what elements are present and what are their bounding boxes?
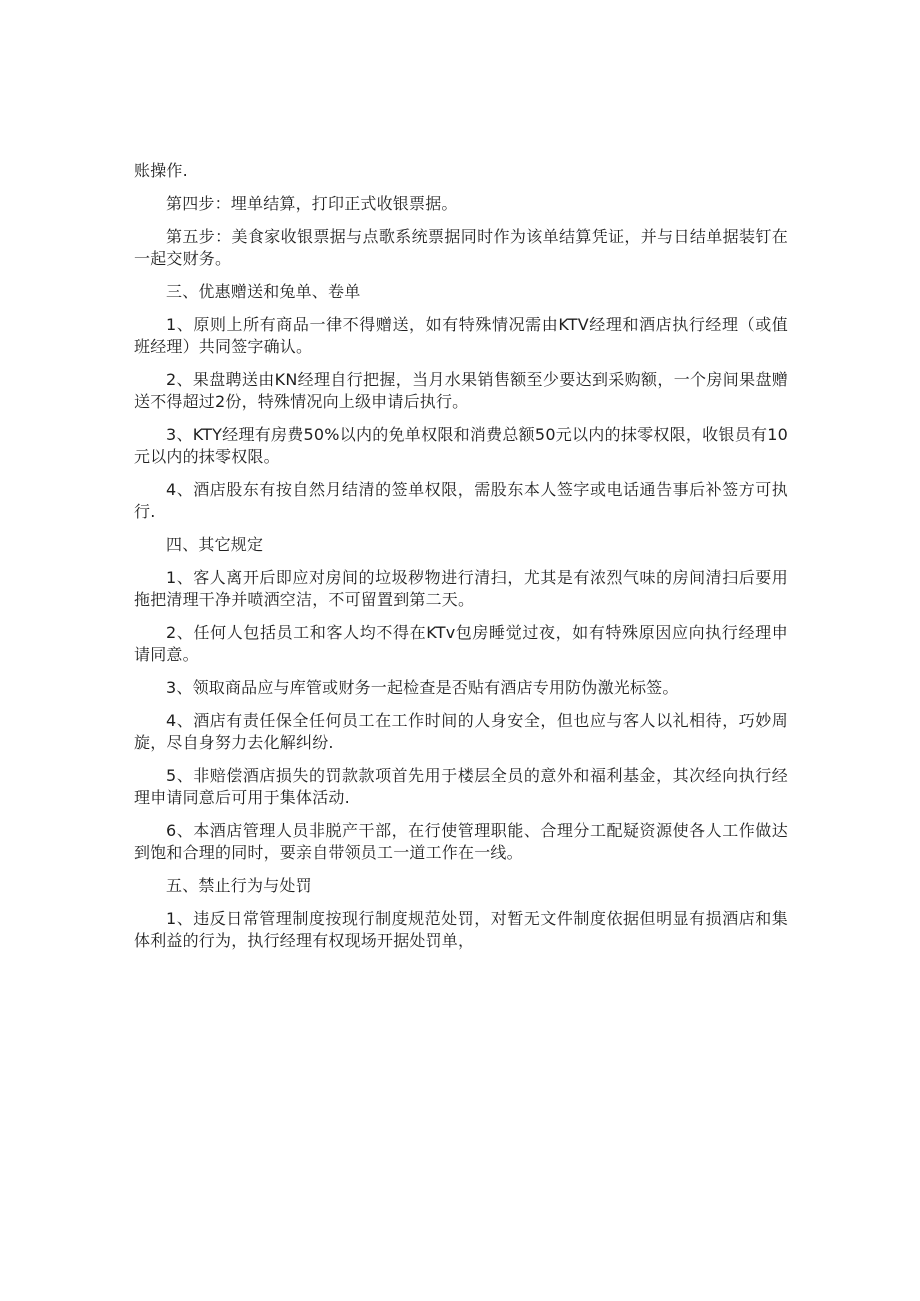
paragraph-rule-4-4: 4、酒店有责任保全任何员工在工作时间的人身安全，但也应与客人以礼相待，巧妙周旋，尽自身努力去化解纠纷. bbox=[134, 711, 788, 752]
paragraph-rule-4-2: 2、任何人包括员工和客人均不得在KTv包房睡觉过夜，如有特殊原因应向执行经理申请同意。 bbox=[134, 623, 788, 664]
section-heading-4: 四、其它规定 bbox=[166, 535, 264, 554]
paragraph-step-five: 第五步：美食家收银票据与点歌系统票据同时作为该单结算凭证，并与日结单据装钉在一起交财务。 bbox=[134, 227, 788, 268]
paragraph-rule-4-3: 3、领取商品应与库管或财务一起检查是否贴有酒店专用防伪激光标签。 bbox=[166, 678, 679, 697]
paragraph-continuation: 账操作. bbox=[134, 161, 188, 180]
document-body bbox=[134, 160, 788, 963]
paragraph-rule-5-1: 1、违反日常管理制度按现行制度规范处罚，对暂无文件制度依据但明显有损酒店和集体利益的行为，执行经理有权现场开据处罚单， bbox=[134, 909, 788, 950]
paragraph-rule-4-5: 5、非赔偿酒店损失的罚款款项首先用于楼层全员的意外和福利基金，其次经向执行经理申请同意后可用于集体活动. bbox=[134, 766, 788, 807]
paragraph-rule-4-1: 1、客人离开后即应对房间的垃圾秽物进行清扫，尤其是有浓烈气味的房间清扫后要用拖把清理干净并喷洒空洁，不可留置到第二天。 bbox=[134, 568, 788, 609]
section-heading-5: 五、禁止行为与处罚 bbox=[166, 876, 312, 895]
paragraph-rule-3-1: 1、原则上所有商品一律不得赠送，如有特殊情况需由KTV经理和酒店执行经理（或值班经理）共同签字确认。 bbox=[134, 315, 788, 356]
paragraph-step-four: 第四步：埋单结算，打印正式收银票据。 bbox=[166, 194, 458, 213]
paragraph-rule-3-4: 4、酒店股东有按自然月结清的签单权限，需股东本人签字或电话通告事后补签方可执行. bbox=[134, 480, 788, 521]
paragraph-rule-4-6: 6、本酒店管理人员非脱产干部，在行使管理职能、合理分工配疑资源使各人工作做达到饱和合理的同时，要亲自带领员工一道工作在一线。 bbox=[134, 821, 788, 862]
paragraph-rule-3-3: 3、KTY经理有房费50%以内的免单权限和消费总额50元以内的抹零权限，收银员有10元以内的抹零权限。 bbox=[134, 425, 788, 466]
paragraph-rule-3-2: 2、果盘聘送由KN经理自行把握，当月水果销售额至少要达到采购额，一个房间果盘赠送不得超过2份，特殊情况向上级申请后执行。 bbox=[134, 370, 788, 411]
section-heading-3: 三、优惠赠送和兔单、卷单 bbox=[166, 282, 361, 301]
